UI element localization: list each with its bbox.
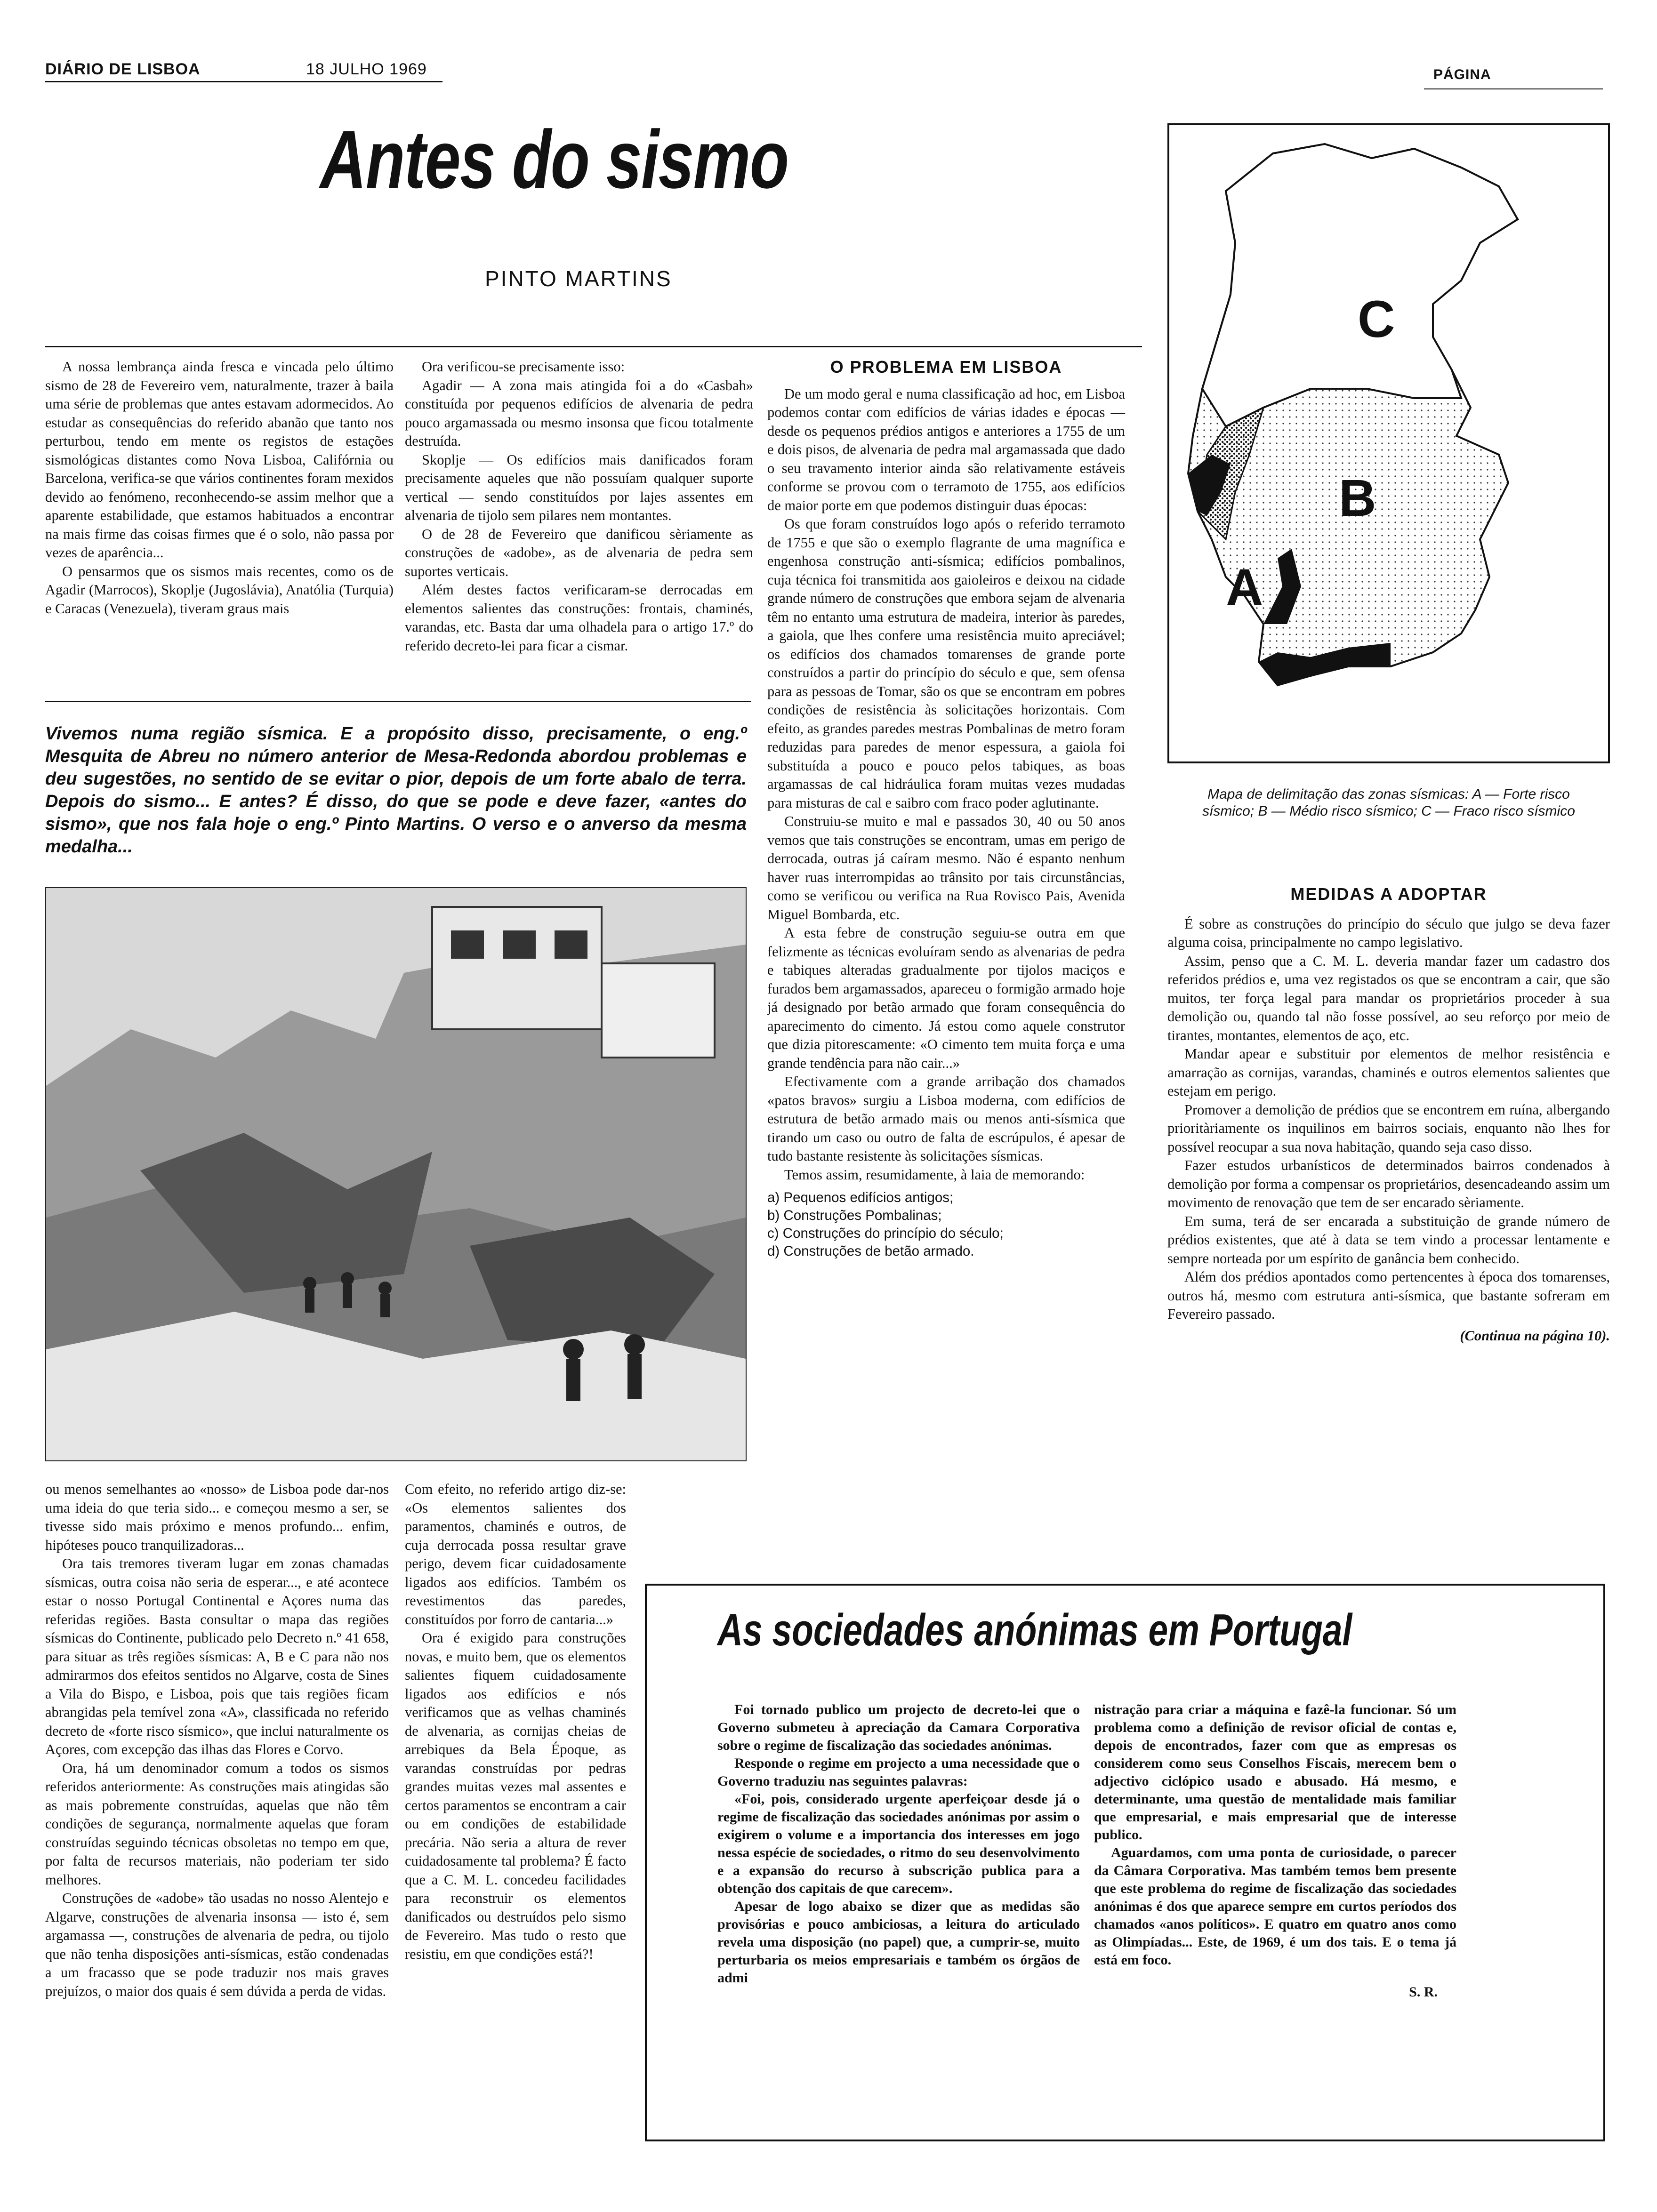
column-rule (45, 701, 751, 702)
list-item: a) Pequenos edifícios antigos; (767, 1190, 954, 1205)
paragraph: Ora, há um denominador comum a todos os sismos referidos anteriormente: As construções mais atingidas são as mais pobremente construídas, aquelas que não têm condições de segurança, normalmente aquelas que foram construídas seguindo técnicas obsoletas no tempo em que, por falta de recursos materiais, não poderiam ter sido melhores. (45, 1760, 389, 1888)
paragraph: Responde o regime em projecto a uma necessidade que o Governo traduziu nas seguintes palavras: (717, 1755, 1080, 1789)
earthquake-photo (45, 887, 747, 1461)
list-item: c) Construções do princípio do século; (767, 1226, 1004, 1241)
paragraph: Temos assim, resumidamente, à laia de memorando: (784, 1166, 1085, 1183)
paragraph: Skoplje — Os edifícios mais danificados foram precisamente aqueles que não possuíam qualquer suporte vertical — sendo constituídos por lajes assentes em alvenaria de tijolo sem pilares nem montantes. (405, 451, 753, 523)
paragraph: Agadir — A zona mais atingida foi a do «Casbah» constituída por pequenos edifícios de alvenaria de pedra pouco argamassada ou mesmo insonsa que ficou totalmente destruída. (405, 377, 753, 449)
header-rule (45, 81, 442, 82)
column-4 (1167, 885, 1610, 1345)
paragraph: Além destes factos verificaram-se derrocadas em elementos salientes das construções: frontais, chaminés, varandas, etc. Basta dar uma olhadela para o artigo 17.º do referido decreto-lei para ficar a cismar. (405, 582, 753, 654)
map-caption: Mapa de delimitação das zonas sísmicas: A — Forte risco sísmico; B — Médio risco sísmico; C — Fraco risco sísmico (1202, 786, 1575, 819)
paragraph: O de 28 de Fevereiro que danificou sèriamente as construções de «adobe», as de alvenaria de pedra sem suportes verticais. (405, 526, 753, 579)
column-5 (45, 1480, 389, 2001)
portugal-map (1169, 125, 1608, 761)
seismic-map (1167, 123, 1610, 763)
paragraph: Ora verificou-se precisamente isso: (422, 359, 625, 375)
paragraph: Em suma, terá de ser encarada a substituição de grande número de prédios existentes, que até à data se tem vindo a processar lentamente e sempre norteada por um espírito de ganância bem conhecido. (1167, 1213, 1610, 1266)
zone-c (1202, 144, 1518, 426)
column-1 (45, 358, 394, 618)
paragraph: Construiu-se muito e mal e passados 30, 40 ou 50 anos vemos que tais construções se encontram, umas em perigo de derrocada, outras já caíram mesmo. Não é espanto nenhum haver ruas interrompidas ao trânsito por tais circunstâncias, como se verificou ou verifica na Rua Rovisco Pais, Avenida Miguel Bombarda, etc. (767, 813, 1125, 922)
box-column-1 (717, 1701, 1080, 1987)
paragraph: Promover a demolição de prédios que se encontrem em ruína, albergando prioritàriamente os inquilinos em bairros sociais, enquanto não lhes for possível reocupar a sua nova habitação, quando seja caso disso. (1167, 1101, 1610, 1155)
paragraph: Mandar apear e substituir por elementos de melhor resistência e amarração as cornijas, varandas, chaminés e outros elementos salientes que estejam em perigo. (1167, 1046, 1610, 1099)
list-item: b) Construções Pombalinas; (767, 1208, 942, 1223)
paragraph: Foi tornado publico um projecto de decreto-lei que o Governo submeteu à apreciação da Camara Corporativa sobre o regime de fiscalização das sociedades anónimas. (717, 1702, 1080, 1753)
continued-note: (Continua na página 10). (1460, 1327, 1610, 1344)
paragraph: nistração para criar a máquina e fazê-la funcionar. Só um problema como a definição de revisor oficial de contas e, depois de encontrados, fazer com que as empresas os considerem como seus Conselhos Fiscais, merecem bem o adjectivo ciclópico usado e abusado. Há mesmo, e determinante, uma questão de mentalidade mais familiar que empresarial, e mais empresarial que de interesse publico. (1094, 1702, 1456, 1843)
lead-paragraph: Vivemos numa região sísmica. E a propósito disso, precisamente, o eng.º Mesquita de Abreu no número anterior de Mesa-Redonda abordou problemas e deu sugestões, no sentido de se evitar o pior, depois de um forte abalo de terra. Depois do sismo... E antes? É disso, do que se pode e deve fazer, «antes do sismo», que nos fala hoje o eng.º Pinto Martins. O verso e o anverso da mesma medalha... (45, 724, 747, 857)
rubble-photo (46, 888, 746, 1460)
paragraph: Aguardamos, com uma ponta de curiosidade, o parecer da Câmara Corporativa. Mas também temos bem presente que este problema do regime de fiscalização das sociedades anónimas é dos que aparece sempre em curtos períodos dos chamados «anos políticos». E quatro em quatro anos como as Olimpíadas... Este, de 1969, é um dos tais. E o tema já está em foco. (1094, 1845, 1456, 1968)
paragraph: Ora tais tremores tiveram lugar em zonas chamadas sísmicas, outra coisa não seria de esperar..., e até acontece estar o nosso Portugal Continental e Açores numa das referidas regiões. Basta consultar o mapa das regiões sísmicas do Continente, publicado pelo Decreto n.º 41 658, para situar as três regiões sísmicas: A, B e C para não nos admirarmos dos efeitos sentidos no Algarve, costa de Sines a Vila do Bispo, e Lisboa, pois que tais regiões ficam abrangidas pela temível zona «A», classificada no referido decreto de «forte risco sísmico», que inclui naturalmente os Açores, com excepção das ilhas das Flores e Corvo. (45, 1555, 389, 1757)
article-title: Antes do sismo (320, 114, 788, 206)
column-3 (767, 358, 1125, 1260)
paragraph: Além dos prédios apontados como pertencentes à época dos tomarenses, outros há, mesmo com estrutura anti-sísmica, que bastante sofreram em Fevereiro passado. (1167, 1269, 1610, 1322)
paragraph: O pensarmos que os sismos mais recentes, como os de Agadir (Marrocos), Skoplje (Jugoslávia), Anatólia (Turquia) e Caracas (Venezuela), tiveram graus mais (45, 563, 394, 617)
column-2 (405, 358, 753, 655)
map-label-a: A (1226, 559, 1263, 617)
memo-list (767, 1189, 1125, 1260)
paragraph: Construções de «adobe» tão usadas no nosso Alentejo e Algarve, construções de alvenaria insonsa — isto é, sem argamassa —, construções de alvenaria de pedra, ou tijolo que não tenha disposições anti-sísmicas, estão condenadas a um fracasso que se pode traduzir nos mais graves prejuízos, o maior dos quais é sem dúvida a perda de vidas. (45, 1890, 389, 1999)
paragraph: Efectivamente com a grande arribação dos chamados «patos bravos» surgiu a Lisboa moderna, com edifícios de estrutura de betão armado mais ou menos anti-sísmica que tirando um caso ou outro de falta de escrúpulos, é apesar de tudo bastante resistente às solicitações sísmicas. (767, 1074, 1125, 1164)
paragraph: É sobre as construções do princípio do século que julgo se deva fazer alguma coisa, principalmente no campo legislativo. (1167, 915, 1610, 950)
paragraph: Apesar de logo abaixo se dizer que as medidas são provisórias e pouco ambiciosas, a leitura do articulado revela uma disposição (no papel) que, a cumprir-se, muito perturbaria os meios empresariais e também os órgãos de admi (717, 1899, 1080, 1986)
paragraph: Assim, penso que a C. M. L. deveria mandar fazer um cadastro dos referidos prédios e, uma vez registados os que se encontram a cair, que são muitos, ter força legal para mandar os proprietários proceder à sua demolição ou, quando tal não fosse possível, ao seu reforço por meio de tirantes, montantes, elementos de aço, etc. (1167, 953, 1610, 1043)
publication-name: DIÁRIO DE LISBOA (45, 60, 201, 78)
paragraph: Fazer estudos urbanísticos de determinados bairros condenados à demolição por forma a compensar os proprietários, desencadeando assim um movimento de renovação que tem de ser encarado sèriamente. (1167, 1157, 1610, 1210)
paragraph: Ora é exigido para construções novas, e muito bem, que os elementos salientes fiquem cuidadosamente ligados aos edifícios e nós verificamos que as velhas chaminés de alvenaria, as cornijas cheias de arrebiques da Bela Époque, as varandas construídas por pedras grandes muitas vezes mal assentes e certos paramentos se encontram a cair ou em condições de estabilidade precária. Não seria a altura de rever cuidadosamente tal problema? É facto que a C. M. L. concedeu facilidades para reconstruir os elementos danificados ou destruídos pelo sismo de Fevereiro. Mas tudo o resto que resistiu, em que condições está?! (405, 1630, 626, 1962)
paragraph: A esta febre de construção seguiu-se outra em que felizmente as técnicas evoluíram sendo as alvenarias de pedra e tabiques alteradas gradualmente por tijolos maciços e furados bem argamassados, apareceu o formigão armado hoje já designado por betão armado que foram consequência do aparecimento do cimento. Já estou como aquele construtor que dizia pitorescamente: «O cimento tem muita força e uma grande tendência para não cair...» (767, 925, 1125, 1071)
header-rule-right (1424, 88, 1603, 89)
section-heading: MEDIDAS A ADOPTAR (1290, 884, 1487, 904)
paragraph: A nossa lembrança ainda fresca e vincada pelo último sismo de 28 de Fevereiro vem, naturalmente, trazer à baila uma série de problemas que antes estavam adormecidos. Ao estudar as consequências do referido abanão que tanto nos perturbou, tendo em mente os registos de estações sismológicas distantes como Nova Lisboa, Califórnia ou Barcelona, verifica-se que vários continentes foram mexidos devido ao fenómeno, reconhecendo-se assim melhor que a aparente estabilidade, que estamos habituados a encontrar na mais firme das coisas firmes que é o solo, não passa por vezes de aparência... (45, 359, 394, 561)
paragraph: Os que foram construídos logo após o referido terramoto de 1755 e que são o exemplo flagrante de uma magnífica e engenhosa construção anti-sísmica; edifícios pombalinos, cuja técnica foi transmitida aos gaioleiros e deixou na cidade grande número de construções que embora sejam de alvenaria têm no entanto uma estrutura de madeira, interior às paredes, a gaiola, que lhes confere uma resistência muito apreciável; os edifícios dos chamados tomarenses de grande porte construídos a partir do princípio do século e que, sem ofensa para as pessoas de Tomar, são os que se encontram em pobres condições de resistência às solicitações horizontais. Com efeito, as grandes paredes mestras Pombalinas de metro foram reduzidas para paredes de menor espessura, a gaiola foi substituída a pouco e pouco pelos tabiques, as boas argamassas de cal hidráulica foram muitas vezes mudadas para misturas de cal e saibro com fraco poder aglutinante. (767, 516, 1125, 811)
article-author: PINTO MARTINS (485, 266, 672, 291)
paragraph: Com efeito, no referido artigo diz-se: «Os elementos salientes dos paramentos, chaminés e outros, de cuja derrocada possa resultar grave perigo, devem ficar cuidadosamente ligados aos edifícios. Também os revestimentos das paredes, constituídos por forro de cantaria...» (405, 1481, 626, 1627)
paragraph: «Foi, pois, considerado urgente aperfeiçoar desde já o regime de fiscalização das sociedades anónimas por assim o exigirem o volume e a importancia dos interesses em jogo nessa espécie de sociedades, o ritmo do seu desenvolvimento e a expansão do recurso à subscrição publica para a obtenção dos capitais de que carecem». (717, 1791, 1080, 1896)
paragraph: ou menos semelhantes ao «nosso» de Lisboa pode dar-nos uma ideia do que teria sido... e começou mesmo a ser, se tivesse sido mais próximo e menos profundo... enfim, hipóteses pouco tranquilizadoras... (45, 1481, 389, 1553)
box-column-2 (1094, 1701, 1456, 2001)
map-label-b: B (1339, 469, 1376, 527)
page-label: PÁGINA (1433, 67, 1491, 82)
map-label-c: C (1358, 290, 1395, 348)
box-signature: S. R. (1409, 1984, 1438, 2000)
boxed-article (645, 1584, 1605, 2141)
paragraph: De um modo geral e numa classificação ad hoc, em Lisboa podemos contar com edifícios de várias idades e épocas — desde os pequenos prédios antigos e anteriores a 1755 de um e dois pisos, de alvenaria de pedra mal argamassada que dado o seu travamento interior ainda são relativamente estáveis conforme se provou com o terramoto de 1755, aos edifícios de maior porte em que podemos distinguir duas épocas: (767, 385, 1125, 513)
title-rule (45, 346, 1142, 347)
list-item: d) Construções de betão armado. (767, 1243, 974, 1259)
box-title: As sociedades anónimas em Portugal (717, 1605, 1352, 1655)
column-6 (405, 1480, 626, 1964)
issue-date: 18 JULHO 1969 (306, 60, 427, 78)
section-heading: O PROBLEMA EM LISBOA (830, 357, 1062, 377)
